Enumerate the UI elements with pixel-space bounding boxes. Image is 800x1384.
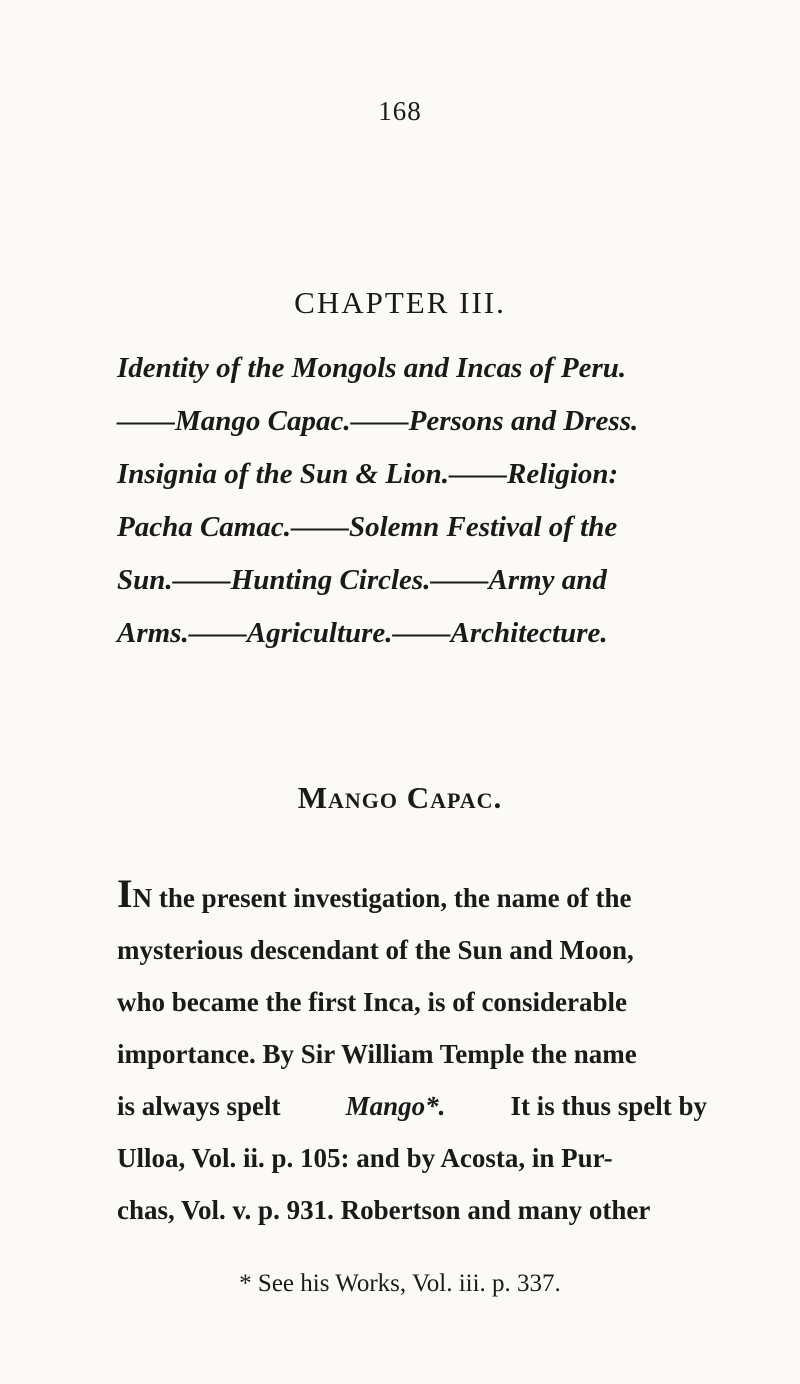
section-title: Mango Capac. — [297, 780, 503, 815]
paragraph-line: importance. By Sir William Temple the name — [117, 1039, 637, 1069]
summary-line: Insignia of the Sun & Lion.——Religion: — [117, 458, 619, 490]
footnote: * See his Works, Vol. iii. p. 337. — [239, 1270, 561, 1297]
summary-line: Pacha Camac.——Solemn Festival of the — [117, 511, 618, 543]
drop-cap: I — [117, 871, 133, 916]
summary-line: Arms.——Agriculture.——Architecture. — [117, 617, 608, 649]
chapter-heading: CHAPTER III. — [294, 285, 506, 320]
paragraph-line — [117, 1080, 707, 1132]
page-number: 168 — [378, 96, 422, 126]
line-text: is always spelt — [117, 1091, 281, 1121]
body-paragraph — [117, 872, 707, 1236]
summary-line: Sun.——Hunting Circles.——Army and — [117, 564, 607, 596]
line-text: It is thus spelt by — [510, 1091, 707, 1121]
italic-name: Mango*. — [345, 1091, 446, 1121]
chapter-summary — [117, 342, 707, 660]
paragraph-line: Ulloa, Vol. ii. p. 105: and by Acosta, in Pur- — [117, 1143, 613, 1173]
paragraph-line-content — [117, 872, 632, 924]
paragraph-line: mysterious descendant of the Sun and Moon, — [117, 935, 634, 965]
paragraph-line: who became the first Inca, is of considerable — [117, 987, 627, 1017]
line-text: N the present investigation, the name of the — [132, 883, 632, 913]
summary-line: Identity of the Mongols and Incas of Peru. — [117, 352, 627, 384]
paragraph-line: chas, Vol. v. p. 931. Robertson and many other — [117, 1195, 651, 1225]
paragraph-line — [117, 872, 707, 924]
summary-line: ——Mango Capac.——Persons and Dress. — [117, 405, 639, 437]
